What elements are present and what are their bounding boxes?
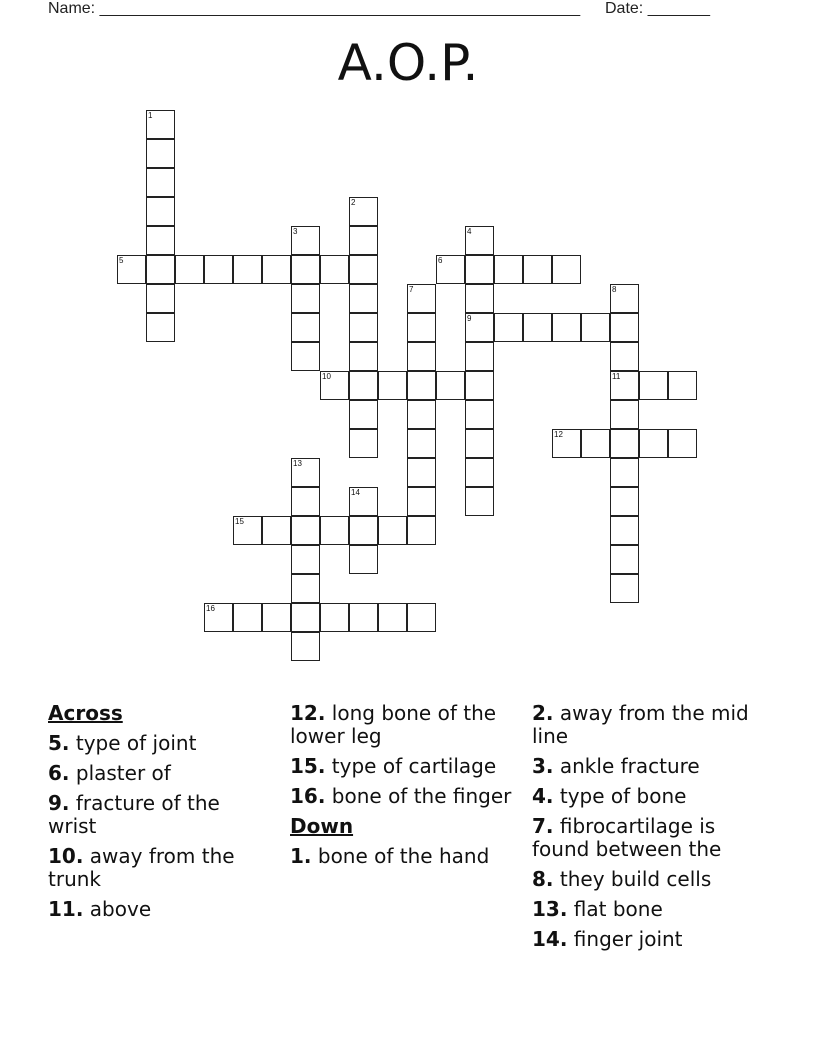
grid-cell[interactable] — [378, 371, 407, 400]
grid-cell[interactable] — [262, 603, 291, 632]
clue-number-label: 14 — [351, 488, 360, 497]
grid-cell[interactable] — [349, 516, 378, 545]
grid-cell[interactable] — [233, 603, 262, 632]
grid-cell[interactable] — [146, 197, 175, 226]
grid-cell[interactable] — [349, 603, 378, 632]
grid-cell[interactable] — [146, 110, 175, 139]
grid-cell[interactable] — [349, 226, 378, 255]
grid-cell[interactable] — [552, 429, 581, 458]
clue-item-number: 10. — [48, 844, 84, 868]
clues-column-1 — [48, 702, 273, 921]
grid-cell[interactable] — [436, 371, 465, 400]
grid-cell[interactable] — [494, 313, 523, 342]
grid-cell[interactable] — [233, 516, 262, 545]
grid-cell[interactable] — [262, 516, 291, 545]
grid-cell[interactable] — [349, 400, 378, 429]
grid-cell[interactable] — [407, 458, 436, 487]
grid-cell[interactable] — [320, 603, 349, 632]
grid-cell[interactable] — [320, 371, 349, 400]
clue-item — [48, 762, 273, 785]
clue-item-number: 7. — [532, 814, 554, 838]
grid-cell[interactable] — [610, 400, 639, 429]
down-heading: Down — [290, 814, 354, 838]
grid-cell[interactable] — [465, 342, 494, 371]
grid-cell[interactable] — [146, 255, 175, 284]
grid-cell[interactable] — [465, 400, 494, 429]
grid-cell[interactable] — [465, 371, 494, 400]
clue-item-text: finger joint — [567, 927, 683, 951]
clues-column-3 — [532, 702, 762, 951]
clue-item-text: away from the mid line — [532, 701, 749, 748]
across-clue-list-continued — [290, 702, 518, 808]
grid-cell[interactable] — [639, 371, 668, 400]
clue-item — [290, 702, 518, 748]
grid-cell[interactable] — [291, 255, 320, 284]
clue-item-number: 3. — [532, 754, 554, 778]
clue-number-label: 1 — [148, 111, 153, 120]
clue-item-text: flat bone — [567, 897, 663, 921]
grid-cell[interactable] — [523, 313, 552, 342]
clue-number-label: 5 — [119, 256, 124, 265]
grid-cell[interactable] — [320, 255, 349, 284]
clue-item-text: long bone of the lower leg — [290, 701, 497, 748]
grid-cell[interactable] — [407, 429, 436, 458]
grid-cell[interactable] — [291, 313, 320, 342]
clue-item-text: bone of the finger — [325, 784, 512, 808]
clue-item-text: type of cartilage — [325, 754, 497, 778]
grid-cell[interactable] — [668, 371, 697, 400]
name-field-label: Name: ______________________________________________________ — [48, 0, 581, 17]
grid-cell[interactable] — [610, 574, 639, 603]
grid-cell[interactable] — [291, 603, 320, 632]
clue-item-text: type of joint — [69, 731, 197, 755]
clue-item-number: 9. — [48, 791, 70, 815]
clue-number-label: 8 — [612, 285, 617, 294]
grid-cell[interactable] — [349, 342, 378, 371]
down-clue-list-continued — [532, 702, 762, 951]
grid-cell[interactable] — [610, 545, 639, 574]
clue-item-number: 11. — [48, 897, 84, 921]
clue-item-number: 15. — [290, 754, 326, 778]
clue-item — [290, 755, 518, 778]
grid-cell[interactable] — [407, 487, 436, 516]
grid-cell[interactable] — [407, 284, 436, 313]
grid-cell[interactable] — [610, 284, 639, 313]
clue-number-label: 3 — [293, 227, 298, 236]
clue-number-label: 12 — [554, 430, 563, 439]
clue-item-text: away from the trunk — [48, 844, 235, 891]
grid-cell[interactable] — [407, 313, 436, 342]
clue-item-text: fracture of the wrist — [48, 791, 220, 838]
grid-cell[interactable] — [407, 342, 436, 371]
clue-number-label: 11 — [612, 372, 621, 381]
clue-item — [532, 755, 762, 778]
grid-cell[interactable] — [291, 574, 320, 603]
clue-item-text: type of bone — [553, 784, 687, 808]
grid-cell[interactable] — [349, 284, 378, 313]
clue-number-label: 15 — [235, 517, 244, 526]
grid-cell[interactable] — [581, 313, 610, 342]
clue-item — [48, 898, 273, 921]
grid-cell[interactable] — [465, 313, 494, 342]
grid-cell[interactable] — [494, 255, 523, 284]
grid-cell[interactable] — [291, 458, 320, 487]
grid-cell[interactable] — [291, 226, 320, 255]
clue-item-number: 6. — [48, 761, 70, 785]
grid-cell[interactable] — [378, 603, 407, 632]
down-clue-list — [290, 845, 518, 868]
grid-cell[interactable] — [291, 545, 320, 574]
grid-cell[interactable] — [552, 255, 581, 284]
grid-cell[interactable] — [668, 429, 697, 458]
grid-cell[interactable] — [465, 458, 494, 487]
clue-item — [290, 845, 518, 868]
grid-cell[interactable] — [610, 429, 639, 458]
clue-item-number: 2. — [532, 701, 554, 725]
clue-item-text: ankle fracture — [553, 754, 700, 778]
grid-cell[interactable] — [349, 487, 378, 516]
grid-cell[interactable] — [146, 226, 175, 255]
clue-item — [532, 928, 762, 951]
date-field-label: Date: _______ — [605, 0, 710, 17]
clues-column-2 — [290, 702, 518, 868]
clue-number-label: 10 — [322, 372, 331, 381]
grid-cell[interactable] — [407, 516, 436, 545]
clue-item-text: they build cells — [553, 867, 712, 891]
clue-item-number: 5. — [48, 731, 70, 755]
grid-cell[interactable] — [291, 632, 320, 661]
grid-cell[interactable] — [436, 255, 465, 284]
clue-item-text: fibrocartilage is found between the — [532, 814, 722, 861]
grid-cell[interactable] — [349, 313, 378, 342]
clue-item-number: 8. — [532, 867, 554, 891]
clue-number-label: 2 — [351, 198, 356, 207]
clue-item — [290, 785, 518, 808]
grid-cell[interactable] — [320, 516, 349, 545]
grid-cell[interactable] — [349, 371, 378, 400]
clue-item-number: 16. — [290, 784, 326, 808]
clue-item-text: bone of the hand — [311, 844, 490, 868]
grid-cell[interactable] — [146, 168, 175, 197]
grid-cell[interactable] — [610, 371, 639, 400]
clue-number-label: 6 — [438, 256, 443, 265]
clue-item — [532, 868, 762, 891]
clue-item-number: 13. — [532, 897, 568, 921]
clue-item — [532, 898, 762, 921]
grid-cell[interactable] — [407, 371, 436, 400]
grid-cell[interactable] — [407, 400, 436, 429]
grid-cell[interactable] — [349, 197, 378, 226]
clue-number-label: 7 — [409, 285, 414, 294]
grid-cell[interactable] — [610, 487, 639, 516]
clue-item — [48, 792, 273, 838]
grid-cell[interactable] — [610, 458, 639, 487]
grid-cell[interactable] — [175, 255, 204, 284]
grid-cell[interactable] — [639, 429, 668, 458]
clue-number-label: 4 — [467, 227, 472, 236]
grid-cell[interactable] — [407, 603, 436, 632]
grid-cell[interactable] — [465, 284, 494, 313]
clue-number-label: 16 — [206, 604, 215, 613]
page-title: A.O.P. — [337, 34, 479, 92]
grid-cell[interactable] — [523, 255, 552, 284]
grid-cell[interactable] — [465, 429, 494, 458]
grid-cell[interactable] — [204, 255, 233, 284]
grid-cell[interactable] — [349, 255, 378, 284]
grid-cell[interactable] — [465, 255, 494, 284]
clue-item-text: plaster of — [69, 761, 171, 785]
grid-cell[interactable] — [552, 313, 581, 342]
grid-cell[interactable] — [204, 603, 233, 632]
clue-item-text: above — [83, 897, 152, 921]
grid-cell[interactable] — [378, 516, 407, 545]
clue-item — [532, 815, 762, 861]
grid-cell[interactable] — [146, 313, 175, 342]
grid-cell[interactable] — [291, 284, 320, 313]
grid-cell[interactable] — [581, 429, 610, 458]
grid-cell[interactable] — [465, 487, 494, 516]
grid-cell[interactable] — [465, 226, 494, 255]
clue-item — [48, 732, 273, 755]
grid-cell[interactable] — [146, 284, 175, 313]
grid-cell[interactable] — [610, 516, 639, 545]
grid-cell[interactable] — [610, 342, 639, 371]
clue-item-number: 12. — [290, 701, 326, 725]
clue-item-number: 4. — [532, 784, 554, 808]
grid-cell[interactable] — [117, 255, 146, 284]
grid-cell[interactable] — [291, 487, 320, 516]
grid-cell[interactable] — [291, 516, 320, 545]
clue-number-label: 13 — [293, 459, 302, 468]
clue-item — [532, 702, 762, 748]
across-heading: Across — [48, 701, 123, 725]
across-clue-list — [48, 732, 273, 921]
grid-cell[interactable] — [233, 255, 262, 284]
grid-cell[interactable] — [291, 342, 320, 371]
clue-item — [532, 785, 762, 808]
clue-item-number: 14. — [532, 927, 568, 951]
clue-number-label: 9 — [467, 314, 472, 323]
grid-cell[interactable] — [349, 545, 378, 574]
grid-cell[interactable] — [146, 139, 175, 168]
grid-cell[interactable] — [349, 429, 378, 458]
clue-item-number: 1. — [290, 844, 312, 868]
grid-cell[interactable] — [610, 313, 639, 342]
grid-cell[interactable] — [262, 255, 291, 284]
clue-item — [48, 845, 273, 891]
